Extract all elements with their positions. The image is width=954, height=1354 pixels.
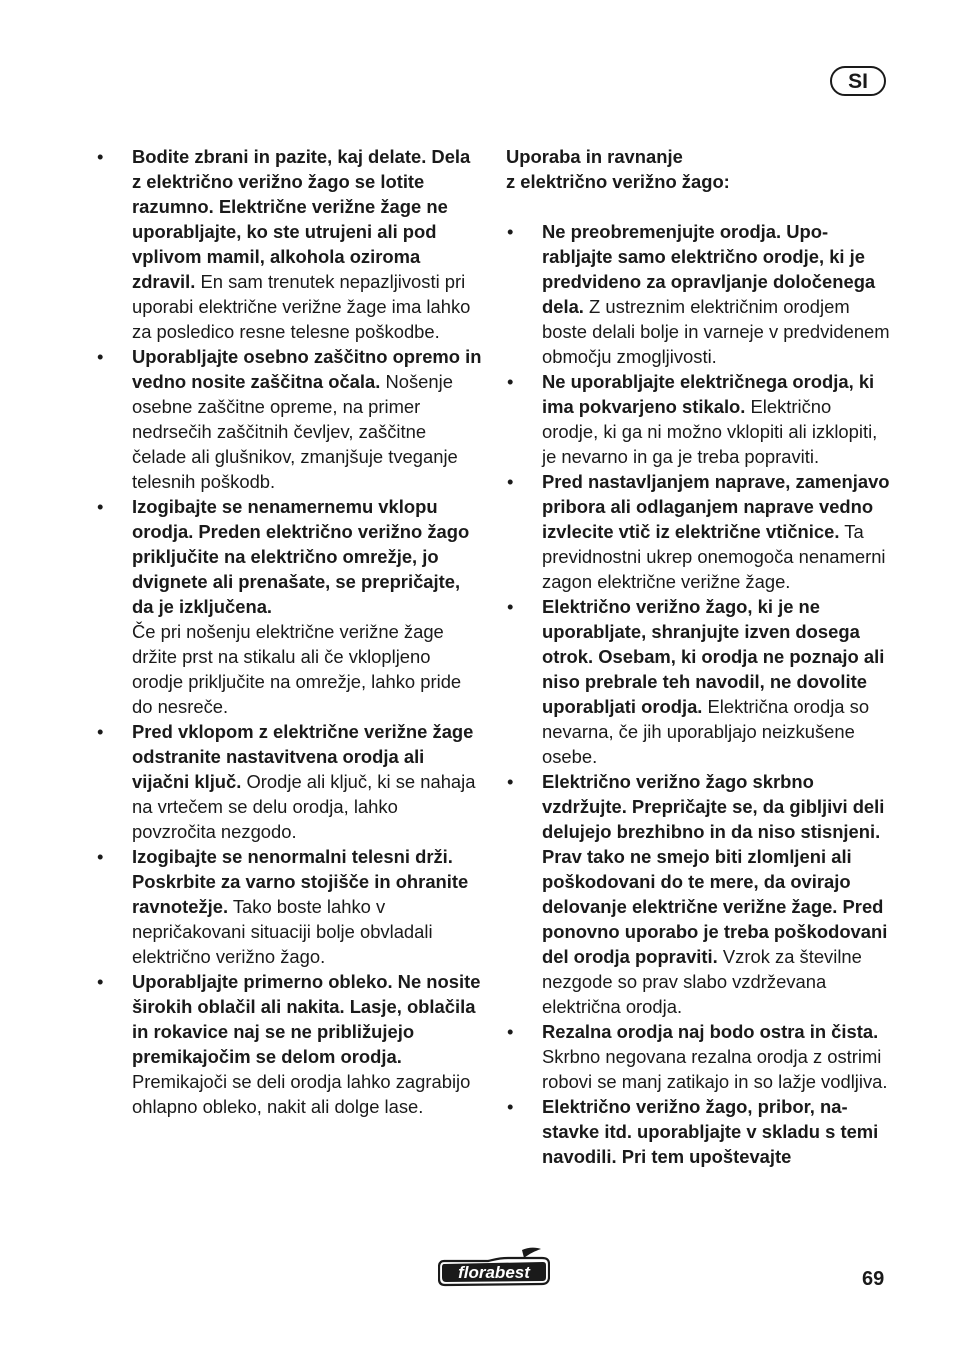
list-item <box>96 969 482 1119</box>
list-item <box>506 769 892 1019</box>
list-item <box>96 144 482 344</box>
item-bold-text: Ne uporabljajte električnega orodja, ki ima pokvarjeno stikalo. <box>542 371 875 417</box>
item-bold-text: Pred nastavljanjem naprave, zamenjavo pribora ali odlaganjem naprave vedno izvlecite vtič iz električne vtičnice. <box>542 471 890 542</box>
left-column <box>96 144 482 1119</box>
item-bold-text: Uporabljajte osebno zaščitno opremo in vedno nosite zaščitna očala. <box>132 346 482 392</box>
section-heading <box>506 144 892 194</box>
page-number: 69 <box>862 1268 885 1290</box>
item-bold-text: Električno verižno žago, ki je ne uporabljate, shranjujte izven dosega otrok. Osebam, ki orodja ne poznajo ali niso prebrale teh navodil, ne dovolite uporabljati orodja. <box>542 596 885 717</box>
item-bold-text: Električno verižno žago skrbno vzdržujte. Prepričajte se, da gibljivi deli delujejo brezhibno in da niso stisnjeni. Prav tako ne smejo biti zlomljeni ali poškodovani do te mere, da ovirajo delovanje električne verižne žage. Pred ponovno uporabo je treba poškodovani del orodja popraviti. <box>542 771 888 967</box>
item-bold-text: Pred vklopom z električne verižne žage odstranite nastavitvena orodja ali vijačni ključ. <box>132 721 474 792</box>
item-bold-text: Ne preobremenjujte orodja. Uporabljajte samo električno orodje, ki je predvideno za opravljanje določenega dela. <box>542 221 876 317</box>
logo-text: florabest <box>458 1263 530 1282</box>
safety-list-right <box>506 219 892 1169</box>
item-text: Električna orodja so nevarna, če jih uporabljajo neizkušene osebe. <box>542 696 870 767</box>
item-text: Če pri nošenju električne verižne žage držite prst na stikalu ali če vklopljeno orodje priključite na omrežje, lahko pride do nesreče. <box>132 621 462 717</box>
florabest-logo <box>438 1246 550 1288</box>
list-item <box>506 469 892 594</box>
item-text: Električno orodje, ki ga ni možno vklopiti ali izklopiti, je nevarno in ga je treba popraviti. <box>542 396 878 467</box>
list-item <box>506 594 892 769</box>
list-item <box>506 369 892 469</box>
item-bold-text: Rezalna orodja naj bodo ostra in čista. <box>542 1021 879 1042</box>
language-badge: SI <box>830 66 886 96</box>
item-bold-text: Izogibajte se nenormalni telesni drži. Poskrbite za varno stojišče in ohranite ravnotežje. <box>132 846 469 917</box>
safety-list-left <box>96 144 482 1119</box>
item-text: Skrbno negovana rezalna orodja z ostrimi robovi se manj zatikajo in so lažje vodljiva. <box>542 1046 888 1092</box>
item-bold-text: Izogibajte se nenamernemu vklopu orodja. Preden električno verižno žago priključite na električno omrežje, jo dvignete ali prenašate, se prepričajte, da je izključena. <box>132 496 470 617</box>
item-bold-text: Uporabljajte primerno obleko. Ne nosite širokih oblačil ali nakita. Lasje, oblačila in rokavice naj se ne približujejo premikajočim se delom orodja. <box>132 971 481 1067</box>
list-item <box>96 719 482 844</box>
list-item <box>96 844 482 969</box>
section-heading-line: z električno verižno žago: <box>506 171 730 192</box>
item-text: Nošenje osebne zaščitne opreme, na primer nedrsečih zaščitnih čevljev, zaščitne čelade ali glušnikov, zmanjšuje tveganje telesnih poškodb. <box>132 371 458 492</box>
list-item <box>96 344 482 494</box>
list-item <box>506 1094 892 1169</box>
section-heading-line: Uporaba in ravnanje <box>506 146 683 167</box>
right-column <box>506 144 892 1169</box>
item-text: Premikajoči se deli orodja lahko zagrabijo ohlapno obleko, nakit ali dolge lase. <box>132 1071 471 1117</box>
item-text: Orodje ali ključ, ki se nahaja na vrtečem se delu orodja, lahko povzročita nezgodo. <box>132 771 476 842</box>
list-item <box>506 1019 892 1094</box>
item-text: Tako boste lahko v nepričakovani situaciji bolje obvladali električno verižno žago. <box>132 896 433 967</box>
item-text: Ta previdnostni ukrep onemogoča nenamerni zagon električne verižne žage. <box>542 521 886 592</box>
item-bold-text: Električno verižno žago, pribor, nastavke itd. uporabljajte v skladu s temi navodili. Pri tem upoštevajte <box>542 1096 879 1167</box>
list-item <box>506 219 892 369</box>
item-text: Vzrok za številne nezgode so prav slabo vzdrževana električna orodja. <box>542 946 862 1017</box>
item-text: Z ustreznim električnim orodjem boste delali bolje in varneje v predvidenem območju zmogljivosti. <box>542 296 890 367</box>
logo-graphic <box>438 1246 550 1288</box>
list-item <box>96 494 482 719</box>
item-bold-text: Bodite zbrani in pazite, kaj delate. Dela z električno verižno žago se lotite razumno. Električne verižne žage ne uporabljajte, ko ste utrujeni ali pod vplivom mamil, alkohola oziroma zdravil. <box>132 146 471 292</box>
item-text: En sam trenutek nepazljivosti pri uporabi električne verižne žage ima lahko za posledico resne telesne poškodbe. <box>132 271 471 342</box>
